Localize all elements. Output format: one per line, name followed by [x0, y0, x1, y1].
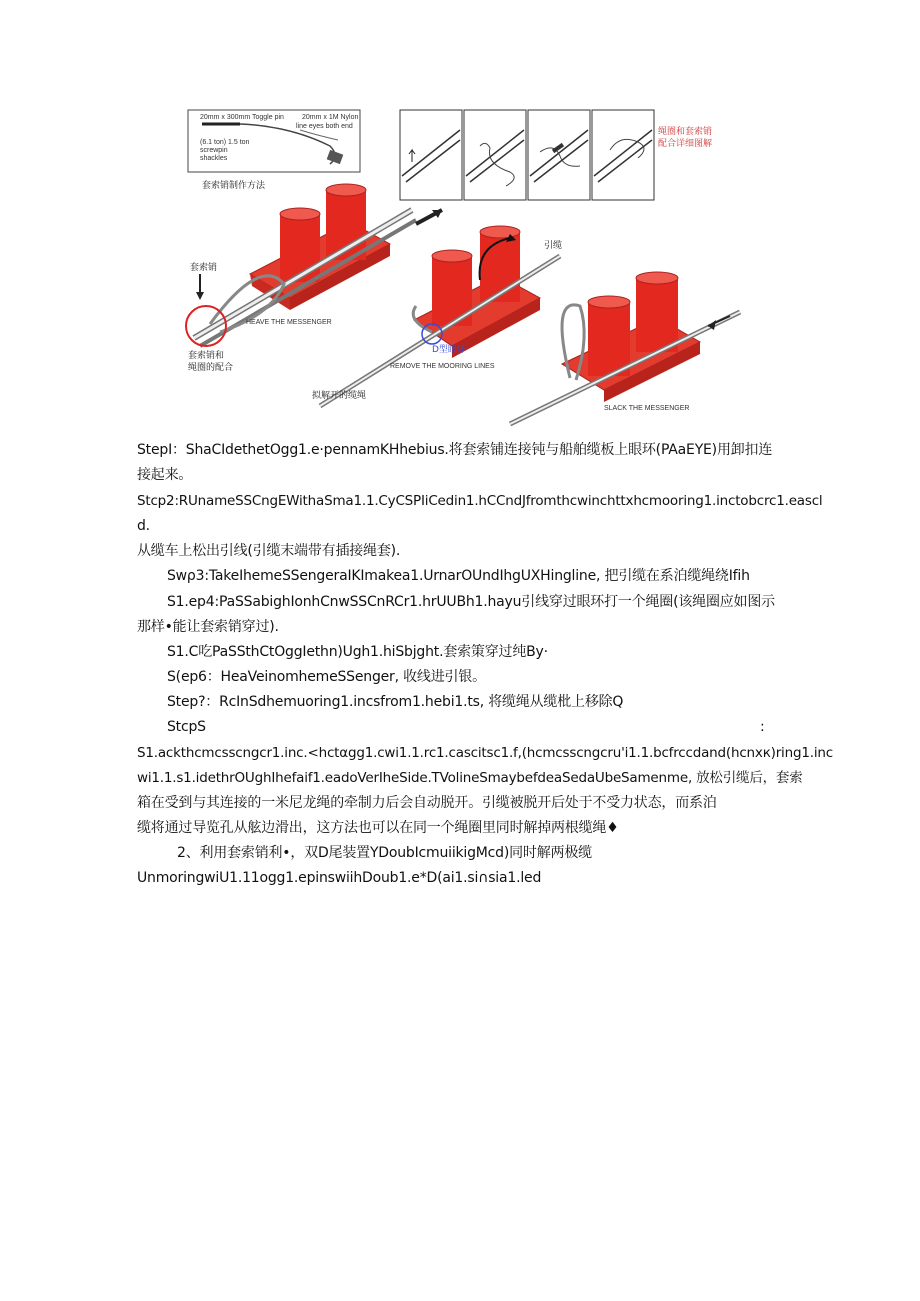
figure-caption-top: 套索销制作方法	[202, 181, 266, 191]
step8-line4: 缆将通过导览孔从舷边滑出，这方法也可以在同一个绳圈里同时解掉两根缆绳♦	[137, 820, 619, 836]
step4-line1: S1.ep4:PaSSabighIonhCnwSSCnRCr1.hrUUBh1.hayu引线穿过眼环打一个绳圈(该绳圈应如图示	[167, 594, 775, 610]
step2-chinese: 从缆车上松出引线(引缆末端带有插接绳套).	[137, 543, 401, 559]
match-label-1: 套索销和	[188, 351, 225, 361]
heave-label: HEAVE THE MESSENGER	[246, 319, 332, 326]
scene-heave	[186, 184, 442, 373]
step8-heading: StcpS	[167, 719, 206, 735]
step8-line2: wi1.1.s1.idethrOUghIhefaif1.eadoVerIheSide.TVolineSmaybefdeaSedaUbeSamenme, 放松引缆后，套索	[137, 770, 803, 786]
d-ring-label: D型眼环	[432, 345, 466, 355]
released-line-label: 拟解开的缆绳	[312, 391, 367, 401]
step7-line: Step?：RcInSdhemuoring1.incsfrom1.hebi1.ts, 将缆绳从缆枇上移除Q	[167, 694, 624, 710]
detail-label-2: 配合详细图解	[658, 139, 713, 149]
step2-line1: Stcp2:RUnameSSCngEWithaSma1.1.CyCSPIiCedin1.hCCndJfromthcwinchttxhcmooring1.inctobcrc1.eascl	[137, 493, 823, 509]
step6-line: S(ep6：HeaVeinomhemeSSenger, 收线进引银。	[167, 669, 486, 685]
remove-label: REMOVE THE MOORING LINES	[390, 363, 495, 370]
step3-line: Swρ3:TakeIhemeSSengeraIKImakea1.UrnarOUndIhgUXHingline, 把引缆在系泊缆绳绕Ifih	[167, 568, 750, 584]
slack-label: SLACK THE MESSENGER	[604, 405, 690, 412]
step2-line2: d.	[137, 518, 150, 534]
inset-text-2: 20mm x 1M Nylon	[302, 114, 359, 121]
step4-line2: 那样•能让套索销穿过).	[137, 619, 279, 635]
inset-text-6: shackles	[200, 155, 228, 162]
step8-line1: S1.ackthcmcsscngcr1.inc.<hctαgg1.cwi1.1.rc1.cascitsc1.f,(hcmcsscngcru'i1.1.bcfrccdand(hcnxк)ring1.inc	[137, 745, 833, 761]
inset-text-3: line eyes both end	[296, 123, 353, 130]
step8-line3: 箱在受到与其连接的一米尼龙绳的牵制力后会自动脱开。引缆被脱开后处于不受力状态，而系泊	[137, 795, 717, 811]
step8-colon: :	[760, 719, 765, 735]
step5-line: S1.C吃PaSSthCtOggIethn)Ugh1.hiSbjght.套索策穿过纯By·	[167, 644, 548, 660]
inset-text-4: (6.1 ton) 1.5 ton	[200, 139, 250, 146]
inset-text-1: 20mm x 300mm Toggle pin	[200, 114, 284, 121]
mooring-illustration	[180, 106, 802, 430]
toggle-label: 套索销	[190, 263, 218, 273]
inset-text-5: screwpin	[200, 147, 228, 154]
section2-subtitle: UnmoringwiU1.11ogg1.epinswiihDoub1.e*D(ai1.si∩sia1.led	[137, 870, 542, 886]
detail-label-1: 绳圈和套索销	[658, 127, 713, 137]
toggle-pin-inset	[188, 110, 360, 172]
match-label-2: 绳圈的配合	[188, 363, 234, 373]
step1-line1: StepI：ShaCIdethetOgg1.e·pennamKHhebius.将套索铺连接钝与船舶缆板上眼环(PAaEYE)用卸扣连	[137, 442, 773, 458]
step1-line2: 接起来。	[137, 467, 193, 483]
scene-slack	[510, 272, 740, 424]
section2-heading: 2、利用套索销利•，双D尾装置YDoubIcmuiikigMcd)同时解两极缆	[177, 845, 592, 861]
detail-sequence	[400, 110, 712, 200]
messenger-label: 引缆	[544, 241, 563, 251]
